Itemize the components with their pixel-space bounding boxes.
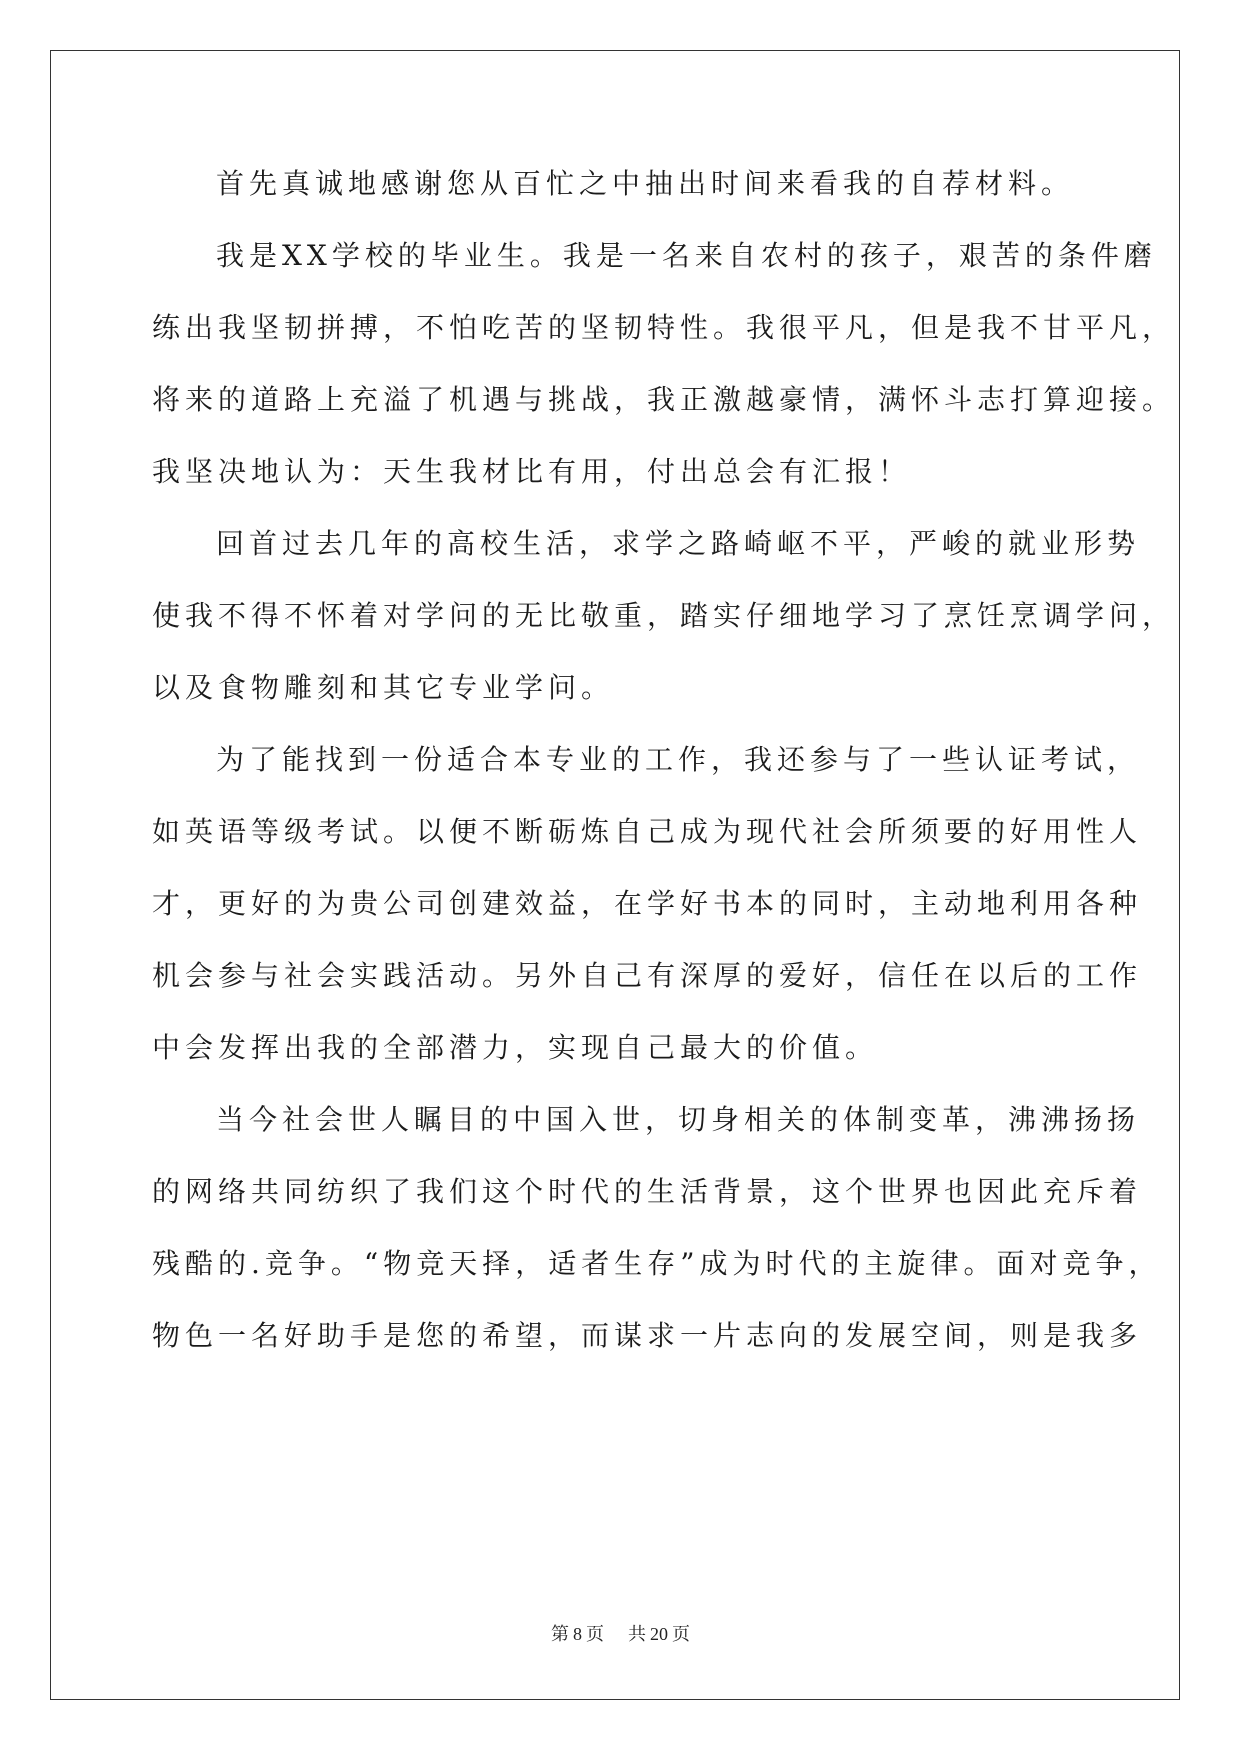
paragraph-2 bbox=[152, 234, 1176, 522]
paragraph-line: 使我不得不怀着对学问的无比敬重，踏实仔细地学习了烹饪烹调学问， bbox=[152, 599, 1176, 632]
paragraph-line: 当今社会世人瞩目的中国入世，切身相关的体制变革，沸沸扬扬 bbox=[216, 1103, 1141, 1136]
total-pages: 20 bbox=[650, 1624, 668, 1644]
total-suffix: 页 bbox=[672, 1624, 690, 1644]
paragraph-line: 我是XX学校的毕业生。我是一名来自农村的孩子，艰苦的条件磨 bbox=[216, 239, 1157, 272]
paragraph-1 bbox=[152, 162, 1092, 234]
paragraph-line: 为了能找到一份适合本专业的工作，我还参与了一些认证考试， bbox=[216, 743, 1141, 776]
paragraph-line: 机会参与社会实践活动。另外自己有深厚的爱好，信任在以后的工作 bbox=[152, 959, 1143, 992]
page-footer bbox=[0, 1620, 1241, 1646]
paragraph-line: 我坚决地认为：天生我材比有用，付出总会有汇报！ bbox=[152, 455, 912, 488]
paragraph-line: 练出我坚韧拼搏，不怕吃苦的坚韧特性。我很平凡，但是我不甘平凡， bbox=[152, 311, 1176, 344]
paragraph-line: 的网络共同纺织了我们这个时代的生活背景，这个世界也因此充斥着 bbox=[152, 1175, 1143, 1208]
paragraph-4 bbox=[152, 738, 1143, 1098]
paragraph-line: 如英语等级考试。以便不断砺炼自己成为现代社会所须要的好用性人 bbox=[152, 815, 1143, 848]
page-number: 8 bbox=[573, 1624, 582, 1644]
paragraph-line: 才，更好的为贵公司创建效益，在学好书本的同时，主动地利用各种 bbox=[152, 887, 1143, 920]
paragraph-line: 将来的道路上充溢了机遇与挑战，我正激越豪情，满怀斗志打算迎接。 bbox=[152, 383, 1176, 416]
paragraph-line: 中会发挥出我的全部潜力，实现自己最大的价值。 bbox=[152, 1031, 879, 1064]
paragraph-5 bbox=[152, 1098, 1162, 1386]
paragraph-line: 首先真诚地感谢您从百忙之中抽出时间来看我的自荐材料。 bbox=[216, 167, 1075, 200]
paragraph-line: 物色一名好助手是您的希望，而谋求一片志向的发展空间，则是我多 bbox=[152, 1319, 1143, 1352]
document-body bbox=[152, 162, 1176, 1386]
paragraph-line: 以及食物雕刻和其它专业学问。 bbox=[152, 671, 615, 704]
paragraph-3 bbox=[152, 522, 1176, 738]
paragraph-line: 回首过去几年的高校生活，求学之路崎岖不平，严峻的就业形势 bbox=[216, 527, 1141, 560]
total-prefix: 共 bbox=[628, 1624, 646, 1644]
page-prefix: 第 bbox=[551, 1624, 569, 1644]
page-suffix: 页 bbox=[586, 1624, 604, 1644]
paragraph-line: 残酷的.竞争。“物竞天择，适者生存”成为时代的主旋律。面对竞争， bbox=[152, 1247, 1162, 1280]
